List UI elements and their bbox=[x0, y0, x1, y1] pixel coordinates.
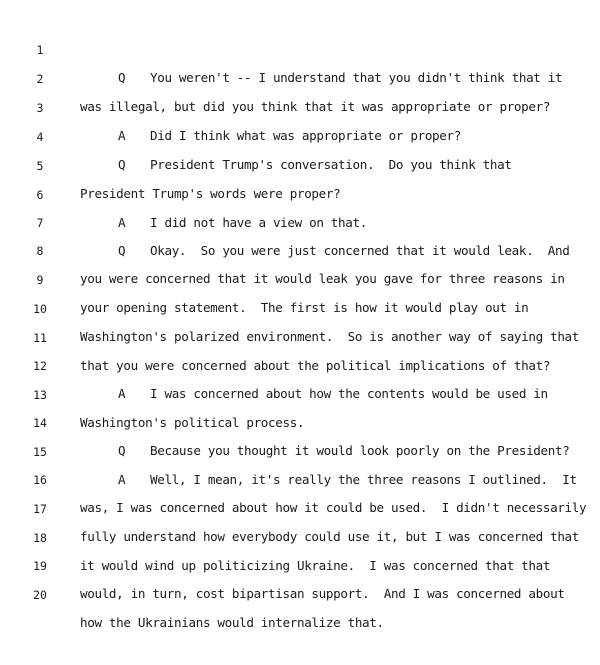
line-content: Well, I mean, it's really the three reasons I outlined. It bbox=[150, 472, 577, 487]
line-content: I was concerned about how the contents would be used in bbox=[150, 386, 548, 401]
line-content: would, in turn, cost bipartisan support. And I was concerned about bbox=[80, 586, 565, 601]
line-content: I did not have a view on that. bbox=[150, 215, 367, 230]
line-number: 20 bbox=[33, 588, 47, 602]
line-content: how the Ukrainians would internalize that. bbox=[80, 615, 384, 630]
line-number: 18 bbox=[33, 531, 47, 545]
line-content: President Trump's conversation. Do you think that bbox=[150, 157, 512, 172]
line-number: 13 bbox=[33, 388, 47, 402]
line-number: 4 bbox=[36, 130, 44, 144]
line-content: President Trump's words were proper? bbox=[80, 186, 341, 201]
line-number: 12 bbox=[33, 359, 47, 373]
line-number: 19 bbox=[33, 559, 47, 573]
line-number: 1 bbox=[36, 43, 44, 57]
line-content: fully understand how everybody could use it, but I was concerned that bbox=[80, 529, 580, 544]
line-content: Okay. So you were just concerned that it would leak. And bbox=[150, 243, 570, 258]
line-content: You weren't -- I understand that you didn't think that it bbox=[150, 70, 563, 85]
line-number: 10 bbox=[33, 302, 47, 316]
line-number: 3 bbox=[36, 101, 44, 115]
speaker-label: Q bbox=[118, 157, 126, 172]
line-content: that you were concerned about the political implications of that? bbox=[80, 358, 551, 373]
line-number: 2 bbox=[36, 72, 44, 86]
speaker-label: A bbox=[118, 215, 126, 230]
speaker-label: Q bbox=[118, 70, 126, 85]
line-content: Because you thought it would look poorly on the President? bbox=[150, 443, 570, 458]
line-number: 14 bbox=[33, 416, 47, 430]
line-number: 9 bbox=[36, 273, 44, 287]
line-number: 16 bbox=[33, 473, 47, 487]
speaker-label: A bbox=[118, 472, 126, 487]
line-content: you were concerned that it would leak you gave for three reasons in bbox=[80, 271, 565, 286]
line-number: 5 bbox=[36, 159, 44, 173]
line-number: 7 bbox=[36, 216, 44, 230]
speaker-label: A bbox=[118, 386, 126, 401]
speaker-label: A bbox=[118, 128, 126, 143]
line-content: your opening statement. The first is how it would play out in bbox=[80, 300, 529, 315]
line-number: 11 bbox=[33, 331, 47, 345]
speaker-label: Q bbox=[118, 443, 126, 458]
line-content: Did I think what was appropriate or proper? bbox=[150, 128, 461, 143]
line-number: 15 bbox=[33, 445, 47, 459]
line-number: 17 bbox=[33, 502, 47, 516]
line-content: Washington's political process. bbox=[80, 415, 305, 430]
line-content: Washington's polarized environment. So is another way of saying that bbox=[80, 329, 580, 344]
line-content: was, I was concerned about how it could be used. I didn't necessarily bbox=[80, 500, 587, 515]
line-content: it would wind up politicizing Ukraine. I was concerned that that bbox=[80, 558, 551, 573]
transcript-line bbox=[0, 8, 600, 85]
line-number: 8 bbox=[36, 244, 44, 258]
line-content: was illegal, but did you think that it was appropriate or proper? bbox=[80, 99, 551, 114]
speaker-label: Q bbox=[118, 243, 126, 258]
line-number: 6 bbox=[36, 188, 44, 202]
